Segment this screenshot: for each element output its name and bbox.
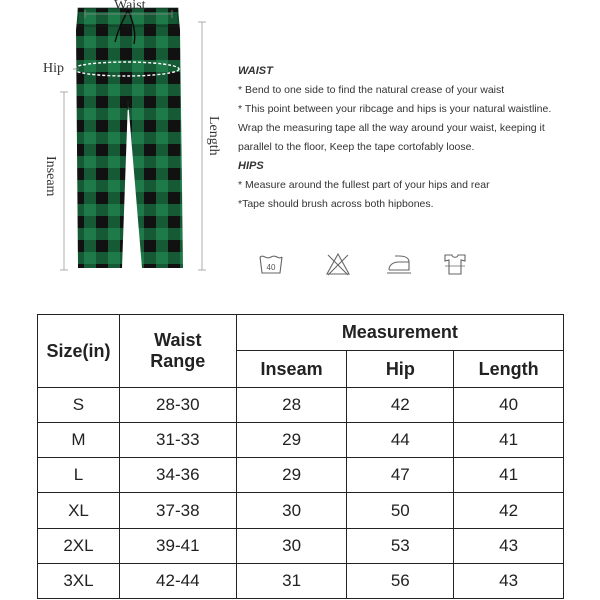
instruction-line: * Measure around the fullest part of your hips and rear bbox=[238, 179, 490, 191]
size-cell: S bbox=[38, 388, 120, 423]
inseam-label: Inseam bbox=[43, 156, 58, 197]
hip-cell: 53 bbox=[347, 528, 454, 563]
length-cell: 40 bbox=[454, 388, 564, 423]
inseam-cell: 29 bbox=[236, 423, 347, 458]
size-header: Size(in) bbox=[38, 315, 120, 388]
length-cell: 43 bbox=[454, 528, 564, 563]
waist-heading: WAIST bbox=[238, 65, 273, 77]
size-cell: XL bbox=[38, 493, 120, 528]
wash-40-icon bbox=[258, 252, 284, 281]
waist-cell: 34-36 bbox=[119, 458, 236, 493]
hip-cell: 42 bbox=[347, 388, 454, 423]
wash-temp-label: 40 bbox=[266, 263, 276, 272]
waist-cell: 42-44 bbox=[119, 563, 236, 598]
length-cell: 42 bbox=[454, 493, 564, 528]
hip-label: Hip bbox=[43, 61, 64, 76]
waist-range-header: Waist Range bbox=[119, 315, 236, 388]
measurement-header: Measurement bbox=[236, 315, 563, 351]
table-row bbox=[38, 528, 564, 563]
measuring-instructions bbox=[238, 62, 583, 214]
hip-cell: 50 bbox=[347, 493, 454, 528]
do-not-bleach-icon bbox=[325, 252, 351, 281]
length-cell: 41 bbox=[454, 423, 564, 458]
length-cell: 43 bbox=[454, 563, 564, 598]
inseam-cell: 31 bbox=[236, 563, 347, 598]
inseam-cell: 29 bbox=[236, 458, 347, 493]
table-row bbox=[38, 423, 564, 458]
dry-flat-icon bbox=[442, 252, 468, 281]
waist-label: Waist bbox=[114, 0, 146, 13]
waist-cell: 37-38 bbox=[119, 493, 236, 528]
instruction-line: *Tape should brush across both hipbones. bbox=[238, 198, 434, 210]
waist-cell: 39-41 bbox=[119, 528, 236, 563]
inseam-cell: 28 bbox=[236, 388, 347, 423]
pants-diagram bbox=[0, 0, 230, 285]
instruction-line: * This point between your ribcage and hips is your natural waistline. bbox=[238, 103, 552, 115]
length-cell: 41 bbox=[454, 458, 564, 493]
waist-cell: 31-33 bbox=[119, 423, 236, 458]
table-row bbox=[38, 458, 564, 493]
inseam-header: Inseam bbox=[236, 351, 347, 388]
inseam-measure-line bbox=[60, 92, 68, 270]
waist-cell: 28-30 bbox=[119, 388, 236, 423]
size-cell: 2XL bbox=[38, 528, 120, 563]
size-cell: L bbox=[38, 458, 120, 493]
size-chart-table bbox=[37, 314, 564, 599]
low-iron-icon bbox=[385, 252, 413, 281]
instruction-line: Wrap the measuring tape all the way around your waist, keeping it bbox=[238, 122, 545, 134]
table-row bbox=[38, 388, 564, 423]
length-label: Length bbox=[206, 116, 221, 156]
hip-cell: 47 bbox=[347, 458, 454, 493]
instruction-line: * Bend to one side to find the natural crease of your waist bbox=[238, 84, 505, 96]
inseam-cell: 30 bbox=[236, 528, 347, 563]
table-row bbox=[38, 493, 564, 528]
hip-cell: 44 bbox=[347, 423, 454, 458]
hip-cell: 56 bbox=[347, 563, 454, 598]
size-cell: M bbox=[38, 423, 120, 458]
hip-header: Hip bbox=[347, 351, 454, 388]
table-row bbox=[38, 563, 564, 598]
instruction-line: parallel to the floor, Keep the tape cortofably loose. bbox=[238, 141, 475, 153]
hips-heading: HIPS bbox=[238, 160, 264, 172]
inseam-cell: 30 bbox=[236, 493, 347, 528]
length-header: Length bbox=[454, 351, 564, 388]
pants-shape bbox=[76, 8, 183, 268]
size-cell: 3XL bbox=[38, 563, 120, 598]
